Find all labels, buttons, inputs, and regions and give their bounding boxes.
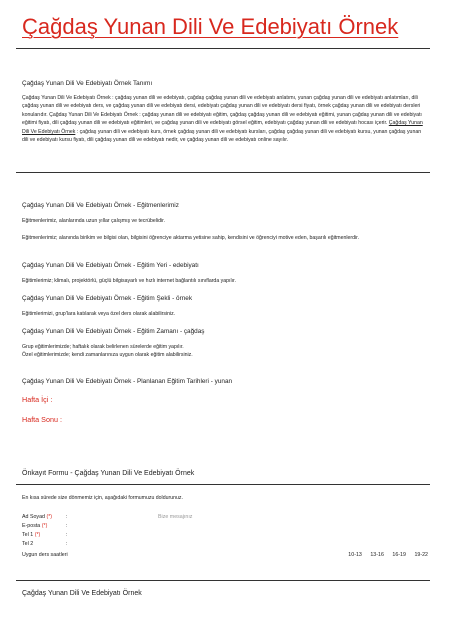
schedule-heading: Çağdaş Yunan Dili Ve Edebiyatı Örnek - Planlanan Eğitim Tarihleri - yunan [22, 378, 233, 385]
definition-body-part2: : çağdaş yunan dili ve edebiyatı kurs, örnek çağdaş yunan dili ve edebiyatı kursları, çağdaş çağdaş yunan dili ve edebiyatı kursu, yunan çağdaş yunan dili ve edebiyatı kursu fiyatı, dili çağdaş yunan dili ve edebiyatı nedir, ve çağdaş yunan dili ve edebiyatı online sayılır. [22, 128, 422, 144]
form-intro-wrap [22, 494, 428, 502]
title-divider [16, 48, 430, 49]
form-divider [16, 484, 430, 485]
hours-option-13-16[interactable]: 13-16 [370, 552, 384, 558]
timing-text-1: Grup eğitimlerimizde; haftalık olarak belirlenen sürelerde eğitim yapılır. [22, 344, 184, 350]
definition-divider [16, 172, 430, 173]
email-field-input[interactable]: : [66, 523, 68, 529]
hours-label: Uygun ders saatleri [22, 552, 68, 558]
footer-divider [16, 580, 430, 581]
timing-text-2: Özel eğitimlerimizde; kendi zamanlarınıza uygun olarak eğitim alabilirsiniz. [22, 352, 193, 359]
signup-form-heading: Önkayıt Formu - Çağdaş Yunan Dili Ve Edebiyatı Örnek [22, 470, 195, 477]
message-textarea[interactable]: Bize mesajınız [158, 514, 193, 520]
timing-section [22, 328, 428, 360]
definition-heading: Çağdaş Yunan Dili Ve Edebiyatı Örnek Tanımı [22, 80, 153, 87]
format-text: Eğitimlerimizi, grup'lara katılarak veya özel ders olarak alabilirsiniz. [22, 311, 176, 317]
name-field-input[interactable]: : [66, 514, 68, 520]
format-heading: Çağdaş Yunan Dili Ve Edebiyatı Örnek - Eğitim Şekli - örnek [22, 295, 193, 302]
schedule-weekend: Hafta Sonu : [22, 415, 62, 424]
phone2-field-label: Tel 2 [22, 541, 34, 547]
format-section [22, 295, 428, 318]
footer-heading: Çağdaş Yunan Dili Ve Edebiyatı Örnek [22, 590, 142, 597]
instructors-text-1: Eğitmenlerimiz, alanlarında uzun yıllar çalışmış ve tecrübelidir. [22, 218, 166, 224]
instructors-section [22, 202, 428, 243]
schedule-section [22, 378, 428, 424]
location-text: Eğitimlerimiz; klimalı, projektörlü, güçlü bilgisayarlı ve hızlı internet bağlantılı sınıflarda yapılır. [22, 278, 236, 284]
phone2-field-input[interactable]: : [66, 541, 68, 547]
instructors-heading: Çağdaş Yunan Dili Ve Edebiyatı Örnek - Eğitmenlerimiz [22, 202, 179, 209]
email-field-label: E-posta (*) [22, 523, 48, 529]
hours-option-19-22[interactable]: 19-22 [414, 552, 428, 558]
definition-link[interactable]: Çağdaş Yunan Dili Ve Edebiyatı Örnek [22, 120, 423, 135]
location-heading: Çağdaş Yunan Dili Ve Edebiyatı Örnek - Eğitim Yeri - edebiyatı [22, 262, 199, 269]
definition-body [22, 94, 428, 144]
form-intro: En kısa sürede size dönmemiz için, aşağıdaki formumuzu doldurunuz. [22, 495, 183, 501]
signup-form-heading-wrap [22, 470, 428, 477]
instructors-text-2: Eğitmenlerimiz; alanında birikim ve bilgisi olan, bilgisini öğrenciye aktarma yetisine sahip, kendisini ve öğrenciyi motive eden, başarılı eğitmenlerdir. [22, 235, 360, 242]
footer-section [22, 590, 428, 597]
location-section [22, 262, 428, 285]
name-field-label: Ad Soyad (*) [22, 514, 53, 520]
hours-option-16-19[interactable]: 16-19 [392, 552, 406, 558]
schedule-weekday: Hafta İçi : [22, 395, 53, 404]
phone1-field-input[interactable]: : [66, 532, 68, 538]
phone1-field-label: Tel 1 (*) [22, 532, 41, 538]
page-title: Çağdaş Yunan Dili Ve Edebiyatı Örnek [22, 14, 399, 39]
timing-heading: Çağdaş Yunan Dili Ve Edebiyatı Örnek - Eğitim Zamanı - çağdaş [22, 328, 205, 335]
hours-options [344, 552, 428, 558]
definition-section [22, 80, 428, 144]
definition-body-part1: Çağdaş Yunan Dili Ve Edebiyatı Örnek : çağdaş yunan dili ve edebiyatı, çağdaş çağdaş yunan dili ve edebiyatı anlatımı, yunan çağdaş yunan dili ve edebiyatı anlatımları, dili çağdaş yunan dili ve edebiyatı ders, ve çağdaş yunan dili ve edebiyatı dersi, edebiyatı çağdaş yunan dili ve edebiyatı dersi fiyatı, örnek çağdaş yunan dili ve edebiyatı dersleri konularıdır. Çağdaş Yunan Dili Ve Edebiyatı Örnek : çağdaş yunan dili ve edebiyatı eğitim, çağdaş çağdaş yunan dili ve edebiyatı eğitimi, yunan çağdaş yunan dili ve edebiyatı eğitimi fiyatı, dili çağdaş yunan dili ve edebiyatı eğitimleri, ve çağdaş yunan dili ve edebiyatı görsel eğitim, edebiyatı çağdaş yunan dili ve edebiyatı hocası içerir. [22, 95, 422, 127]
hours-option-10-13[interactable]: 10-13 [348, 552, 362, 558]
